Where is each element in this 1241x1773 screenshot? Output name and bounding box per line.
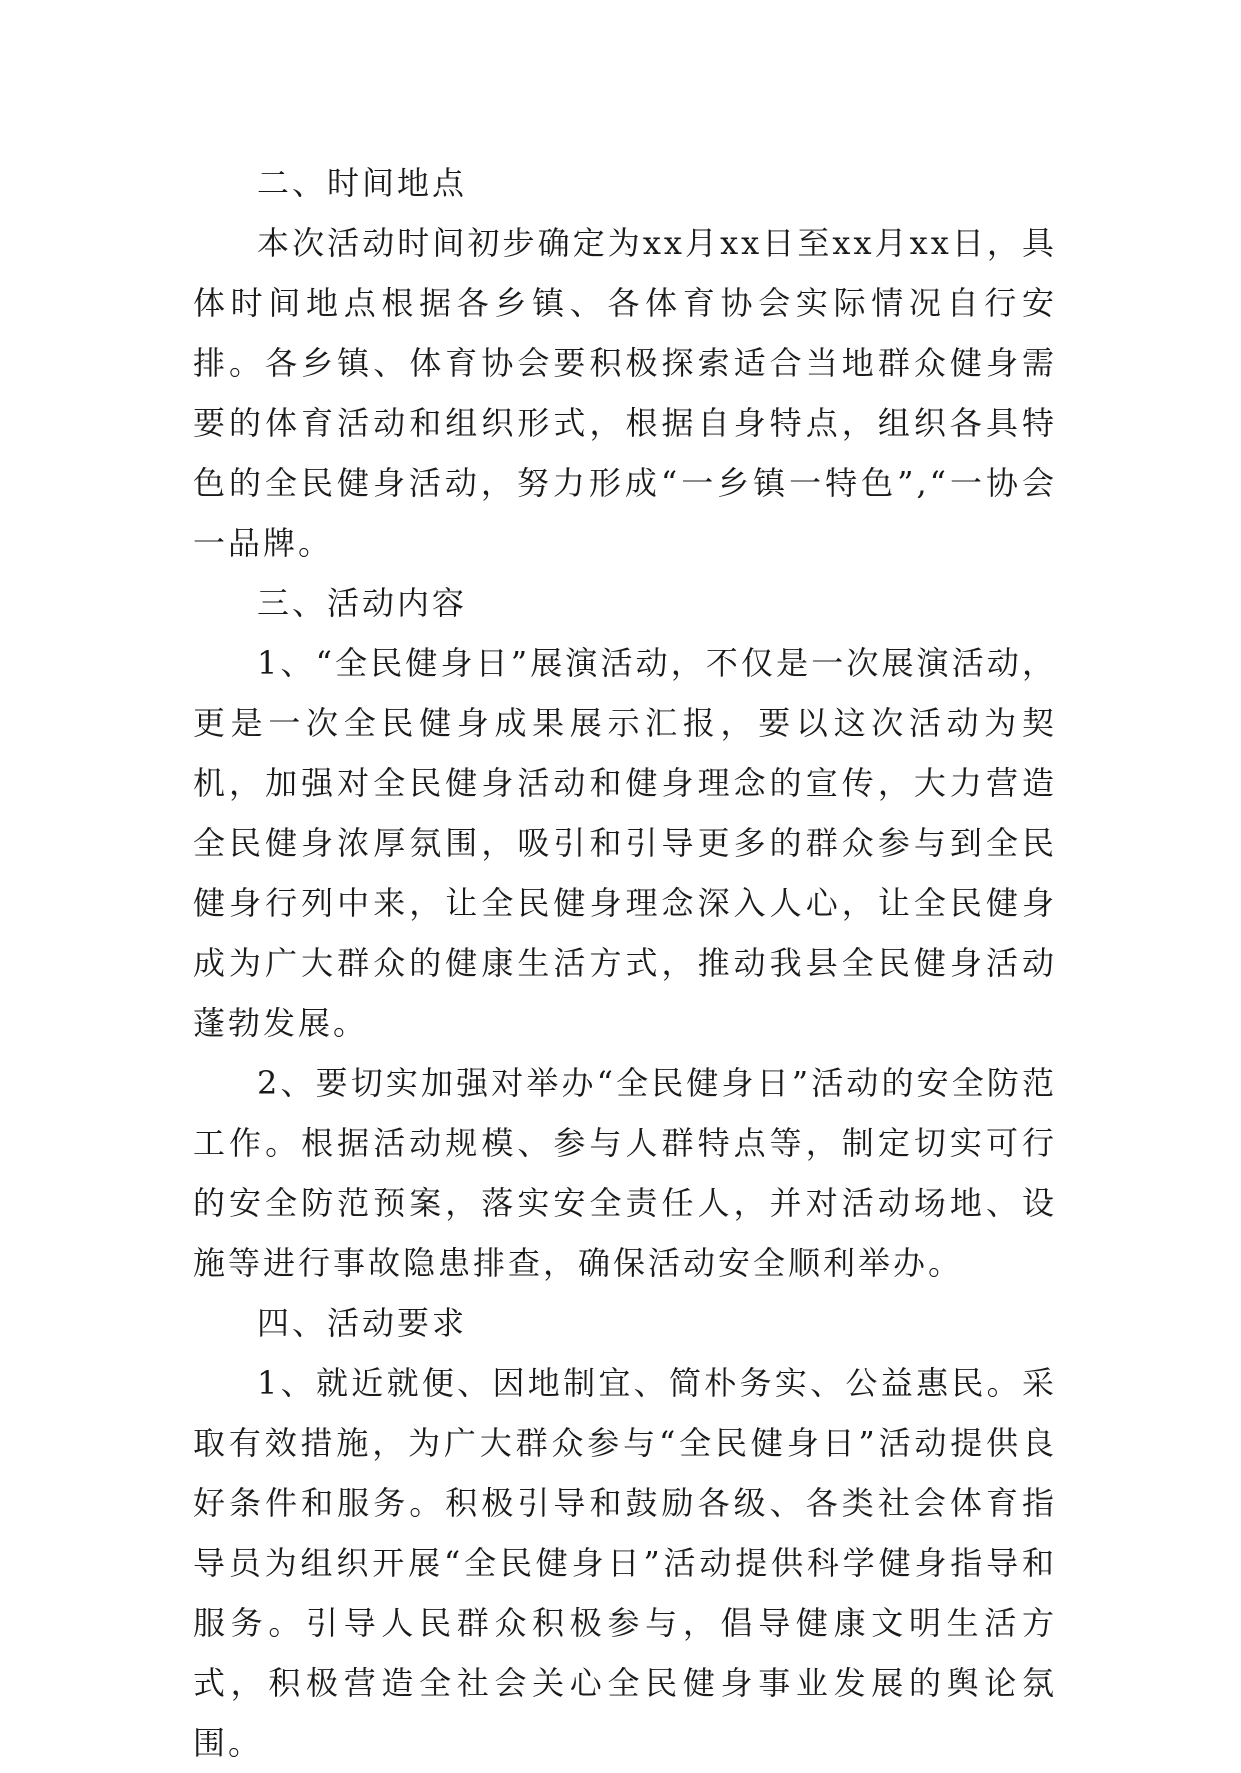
section-activity-requirements — [193, 1293, 1057, 1773]
document-body — [193, 153, 1057, 1773]
section-paragraph: 1、“全民健身日”展演活动，不仅是一次展演活动，更是一次全民健身成果展示汇报，要以这次活动为契机，加强对全民健身活动和健身理念的宣传，大力营造全民健身浓厚氛围，吸引和引导更多的群众参与到全民健身行列中来，让全民健身理念深入人心，让全民健身成为广大群众的健康生活方式，推动我县全民健身活动蓬勃发展。 — [193, 644, 1057, 1042]
section-paragraph: 本次活动时间初步确定为xx月xx日至xx月xx日，具体时间地点根据各乡镇、各体育协会实际情况自行安排。各乡镇、体育协会要积极探索适合当地群众健身需要的体育活动和组织形式，根据自身特点，组织各具特色的全民健身活动，努力形成“一乡镇一特色”,“一协会一品牌。 — [193, 224, 1057, 562]
section-paragraph: 1、就近就便、因地制宜、简朴务实、公益惠民。采取有效措施，为广大群众参与“全民健身日”活动提供良好条件和服务。积极引导和鼓励各级、各类社会体育指导员为组织开展“全民健身日”活动提供科学健身指导和服务。引导人民群众积极参与，倡导健康文明生活方式，积极营造全社会关心全民健身事业发展的舆论氛围。 — [193, 1364, 1057, 1762]
section-heading: 四、活动要求 — [257, 1304, 468, 1342]
section-time-location — [193, 153, 1057, 573]
section-heading: 二、时间地点 — [257, 164, 468, 202]
section-heading: 三、活动内容 — [257, 584, 468, 622]
section-activity-content — [193, 573, 1057, 1293]
section-paragraph: 2、要切实加强对举办“全民健身日”活动的安全防范工作。根据活动规模、参与人群特点等，制定切实可行的安全防范预案，落实安全责任人，并对活动场地、设施等进行事故隐患排查，确保活动安全顺利举办。 — [193, 1064, 1057, 1282]
